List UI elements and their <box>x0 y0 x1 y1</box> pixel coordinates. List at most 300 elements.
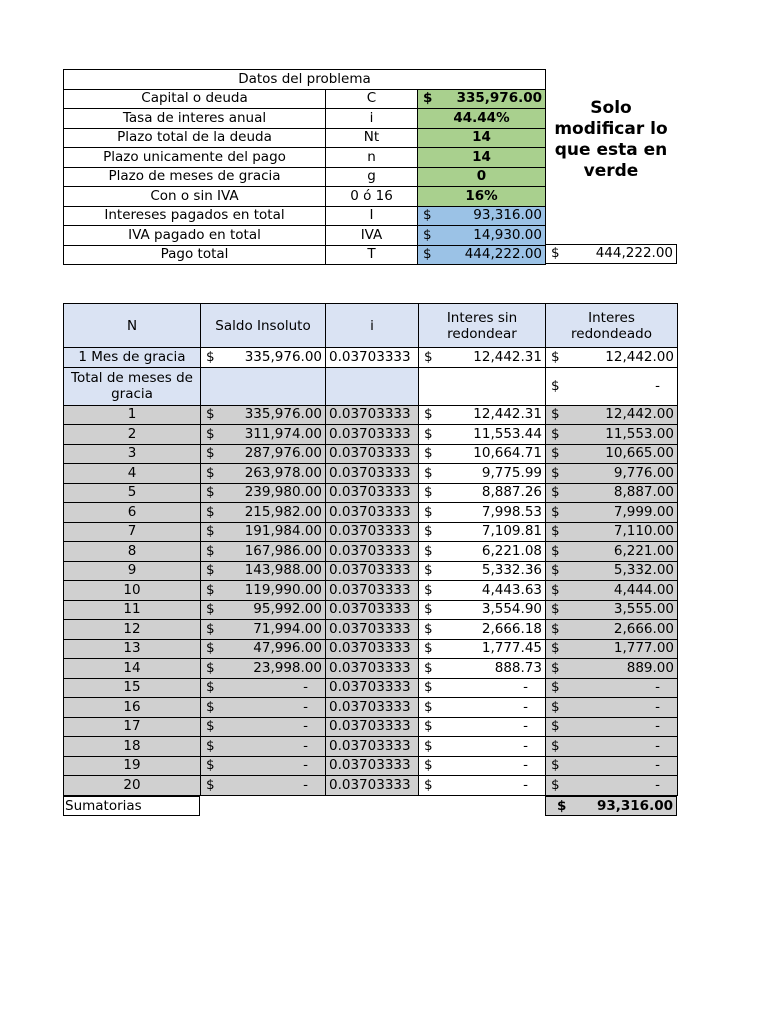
row-sin: - <box>523 679 528 696</box>
row-sin-cell[interactable] <box>419 600 546 620</box>
row-saldo-cell[interactable] <box>201 639 326 659</box>
row-saldo-cell[interactable] <box>201 522 326 542</box>
row-sin-cell[interactable] <box>419 639 546 659</box>
row-rate[interactable]: 0.03703333 <box>326 581 419 601</box>
row-sin: 5,332.36 <box>481 562 542 579</box>
row-n: 7 <box>64 522 201 542</box>
row-sin-cell[interactable] <box>419 717 546 737</box>
row-sin: 11,553.44 <box>473 425 542 442</box>
row-saldo: 143,988.00 <box>244 562 322 579</box>
currency-symbol: $ <box>551 484 560 501</box>
currency-symbol: $ <box>423 90 433 107</box>
currency-symbol: $ <box>551 737 560 754</box>
problem-symbol: Nt <box>326 128 418 148</box>
currency-symbol: $ <box>551 601 560 618</box>
problem-value-cell[interactable] <box>418 226 546 246</box>
currency-symbol: $ <box>551 640 560 657</box>
row-sin-cell[interactable] <box>419 561 546 581</box>
row-saldo: 119,990.00 <box>244 581 322 598</box>
header-n: N <box>64 304 201 348</box>
problem-title: Datos del problema <box>64 70 546 90</box>
currency-symbol: $ <box>551 620 560 637</box>
currency-symbol: $ <box>206 425 215 442</box>
problem-row <box>64 167 546 187</box>
row-sin-cell[interactable] <box>419 405 546 425</box>
row-sin: - <box>523 757 528 774</box>
row-sin: 7,109.81 <box>481 523 542 540</box>
row-red-cell[interactable] <box>546 698 678 718</box>
problem-label: IVA pagado en total <box>64 226 326 246</box>
row-rate[interactable]: 0.03703333 <box>326 639 419 659</box>
currency-symbol: $ <box>424 464 433 481</box>
row-red-cell[interactable] <box>546 678 678 698</box>
problem-value-cell[interactable] <box>418 89 546 109</box>
table-row <box>64 483 678 503</box>
table-row <box>64 678 678 698</box>
currency-symbol: $ <box>551 698 560 715</box>
currency-symbol: $ <box>551 542 560 559</box>
problem-label: Plazo de meses de gracia <box>64 167 326 187</box>
row-sin-cell[interactable] <box>419 464 546 484</box>
problem-label: Con o sin IVA <box>64 187 326 207</box>
currency-symbol: $ <box>424 581 433 598</box>
row-n: 10 <box>64 581 201 601</box>
row-n: 6 <box>64 503 201 523</box>
currency-symbol: $ <box>424 503 433 520</box>
row-n: 17 <box>64 717 201 737</box>
currency-symbol: $ <box>551 445 560 462</box>
row-red: 7,999.00 <box>613 503 674 520</box>
total-grace-sin[interactable] <box>419 367 546 405</box>
table-row <box>64 542 678 562</box>
table-row <box>64 581 678 601</box>
currency-symbol: $ <box>206 523 215 540</box>
row-saldo-cell[interactable] <box>201 464 326 484</box>
row-sin-cell[interactable] <box>419 776 546 796</box>
row-saldo: 167,986.00 <box>244 542 322 559</box>
currency-symbol: $ <box>206 640 215 657</box>
problem-symbol: T <box>326 245 418 265</box>
total-grace-red-cell[interactable] <box>546 367 678 405</box>
row-saldo: 191,984.00 <box>244 523 322 540</box>
row-rate[interactable]: 0.03703333 <box>326 620 419 640</box>
currency-symbol: $ <box>206 484 215 501</box>
problem-label: Pago total <box>64 245 326 265</box>
row-sin: 8,887.26 <box>481 484 542 501</box>
row-red-cell[interactable] <box>546 756 678 776</box>
row-saldo: 95,992.00 <box>253 601 322 618</box>
row-rate[interactable]: 0.03703333 <box>326 659 419 679</box>
currency-symbol: $ <box>424 698 433 715</box>
row-red-cell[interactable] <box>546 737 678 757</box>
currency-symbol: $ <box>424 757 433 774</box>
table-row <box>64 561 678 581</box>
row-sin-cell[interactable] <box>419 620 546 640</box>
row-rate[interactable]: 0.03703333 <box>326 464 419 484</box>
row-saldo-cell[interactable] <box>201 405 326 425</box>
sumatorias-label: Sumatorias <box>63 796 200 816</box>
row-sin: 10,664.71 <box>473 445 542 462</box>
problem-value: 93,316.00 <box>473 207 542 224</box>
row-rate[interactable]: 0.03703333 <box>326 444 419 464</box>
problem-value: 335,976.00 <box>456 90 542 107</box>
row-sin-cell[interactable] <box>419 503 546 523</box>
currency-symbol: $ <box>206 406 215 423</box>
row-saldo-cell[interactable] <box>201 600 326 620</box>
total-grace-row <box>64 367 678 405</box>
table-row <box>64 425 678 445</box>
row-sin: 12,442.31 <box>473 406 542 423</box>
currency-symbol: $ <box>551 562 560 579</box>
row-sin-cell[interactable] <box>419 483 546 503</box>
row-n: 8 <box>64 542 201 562</box>
row-red-cell[interactable] <box>546 659 678 679</box>
row-saldo-cell[interactable] <box>201 444 326 464</box>
row-saldo: 263,978.00 <box>244 464 322 481</box>
table-row <box>64 717 678 737</box>
currency-symbol: $ <box>206 503 215 520</box>
currency-symbol: $ <box>424 562 433 579</box>
row-rate[interactable]: 0.03703333 <box>326 522 419 542</box>
header-i: i <box>326 304 419 348</box>
header-saldo: Saldo Insoluto <box>201 304 326 348</box>
table-row <box>64 776 678 796</box>
currency-symbol: $ <box>424 640 433 657</box>
currency-symbol: $ <box>424 484 433 501</box>
row-n: 14 <box>64 659 201 679</box>
problem-label: Tasa de interes anual <box>64 109 326 129</box>
row-rate[interactable]: 0.03703333 <box>326 483 419 503</box>
grace-rate[interactable]: 0.03703333 <box>326 348 419 368</box>
grace-saldo-cell[interactable] <box>201 348 326 368</box>
row-sin-cell[interactable] <box>419 542 546 562</box>
table-row <box>64 659 678 679</box>
currency-symbol: $ <box>206 659 215 676</box>
currency-symbol: $ <box>206 776 215 793</box>
row-sin-cell[interactable] <box>419 659 546 679</box>
row-saldo: - <box>303 698 308 715</box>
sumatorias-value-cell[interactable] <box>545 796 677 816</box>
table-row <box>64 698 678 718</box>
currency-symbol: $ <box>424 679 433 696</box>
pago-total-copy[interactable] <box>545 244 677 264</box>
row-n: 11 <box>64 600 201 620</box>
currency-symbol: $ <box>551 776 560 793</box>
currency-symbol: $ <box>423 246 432 263</box>
problem-symbol: IVA <box>326 226 418 246</box>
currency-symbol: $ <box>551 377 560 394</box>
row-sin-cell[interactable] <box>419 522 546 542</box>
currency-symbol: $ <box>551 523 560 540</box>
row-red: 9,776.00 <box>613 464 674 481</box>
table-row <box>64 444 678 464</box>
problem-data-table <box>63 69 546 265</box>
row-red: 11,553.00 <box>605 425 674 442</box>
problem-title-row <box>64 70 546 90</box>
currency-symbol: $ <box>206 620 215 637</box>
row-red-cell[interactable] <box>546 503 678 523</box>
table-row <box>64 503 678 523</box>
problem-row <box>64 109 546 129</box>
problem-row <box>64 148 546 168</box>
row-sin-cell[interactable] <box>419 444 546 464</box>
row-red-cell[interactable] <box>546 542 678 562</box>
row-rate[interactable]: 0.03703333 <box>326 678 419 698</box>
row-rate[interactable]: 0.03703333 <box>326 561 419 581</box>
row-n: 4 <box>64 464 201 484</box>
total-grace-saldo[interactable] <box>201 367 326 405</box>
row-red-cell[interactable] <box>546 405 678 425</box>
row-n: 9 <box>64 561 201 581</box>
row-n: 16 <box>64 698 201 718</box>
row-sin: 4,443.63 <box>481 581 542 598</box>
row-sin-cell[interactable] <box>419 425 546 445</box>
currency-symbol: $ <box>424 737 433 754</box>
row-red-cell[interactable] <box>546 639 678 659</box>
row-rate[interactable]: 0.03703333 <box>326 737 419 757</box>
row-saldo: 23,998.00 <box>253 659 322 676</box>
row-red-cell[interactable] <box>546 581 678 601</box>
row-red: - <box>655 757 660 774</box>
table-row <box>64 464 678 484</box>
row-n: 1 <box>64 405 201 425</box>
problem-value-cell[interactable] <box>418 206 546 226</box>
row-sin: 7,998.53 <box>481 503 542 520</box>
problem-symbol: n <box>326 148 418 168</box>
currency-symbol: $ <box>424 445 433 462</box>
grace-row <box>64 348 678 368</box>
grace-saldo: 335,976.00 <box>244 348 322 365</box>
row-saldo-cell[interactable] <box>201 561 326 581</box>
currency-symbol: $ <box>551 245 560 261</box>
problem-row <box>64 128 546 148</box>
currency-symbol: $ <box>551 581 560 598</box>
row-red: 1,777.00 <box>613 640 674 657</box>
row-red-cell[interactable] <box>546 522 678 542</box>
currency-symbol: $ <box>551 757 560 774</box>
row-red: 4,444.00 <box>613 581 674 598</box>
row-n: 5 <box>64 483 201 503</box>
row-saldo-cell[interactable] <box>201 698 326 718</box>
problem-row <box>64 187 546 207</box>
table-row <box>64 639 678 659</box>
currency-symbol: $ <box>206 542 215 559</box>
currency-symbol: $ <box>551 503 560 520</box>
row-red: 10,665.00 <box>605 445 674 462</box>
row-saldo: 71,994.00 <box>253 620 322 637</box>
row-saldo-cell[interactable] <box>201 581 326 601</box>
row-red: 6,221.00 <box>613 542 674 559</box>
row-sin: - <box>523 776 528 793</box>
row-red-cell[interactable] <box>546 600 678 620</box>
currency-symbol: $ <box>206 348 215 365</box>
table-row <box>64 756 678 776</box>
table-row <box>64 737 678 757</box>
row-saldo: - <box>303 679 308 696</box>
header-interes-redondeado: Interes redondeado <box>546 304 678 348</box>
row-saldo-cell[interactable] <box>201 483 326 503</box>
row-saldo-cell[interactable] <box>201 425 326 445</box>
row-sin: 6,221.08 <box>481 542 542 559</box>
row-n: 18 <box>64 737 201 757</box>
problem-value: 444,222.00 <box>464 246 542 263</box>
total-grace-red: - <box>655 377 660 394</box>
row-n: 13 <box>64 639 201 659</box>
total-grace-rate[interactable] <box>326 367 419 405</box>
problem-row <box>64 89 546 109</box>
table-row <box>64 600 678 620</box>
row-red: 5,332.00 <box>613 562 674 579</box>
row-red-cell[interactable] <box>546 444 678 464</box>
currency-symbol: $ <box>206 679 215 696</box>
problem-value[interactable]: 14 <box>418 148 546 168</box>
row-rate[interactable]: 0.03703333 <box>326 425 419 445</box>
sumatorias-value: 93,316.00 <box>596 798 673 814</box>
row-sin-cell[interactable] <box>419 698 546 718</box>
header-row <box>64 304 678 348</box>
currency-symbol: $ <box>424 406 433 423</box>
row-rate[interactable]: 0.03703333 <box>326 776 419 796</box>
currency-symbol: $ <box>206 464 215 481</box>
row-red: 2,666.00 <box>613 620 674 637</box>
problem-symbol: i <box>326 109 418 129</box>
row-sin: - <box>523 698 528 715</box>
row-saldo-cell[interactable] <box>201 620 326 640</box>
row-n: 15 <box>64 678 201 698</box>
row-n: 2 <box>64 425 201 445</box>
pago-total-copy-value: 444,222.00 <box>595 245 673 261</box>
problem-label: Plazo unicamente del pago <box>64 148 326 168</box>
currency-symbol: $ <box>551 406 560 423</box>
row-sin-cell[interactable] <box>419 678 546 698</box>
row-sin-cell[interactable] <box>419 756 546 776</box>
currency-symbol: $ <box>206 562 215 579</box>
row-saldo-cell[interactable] <box>201 737 326 757</box>
problem-value[interactable]: 16% <box>418 187 546 207</box>
problem-symbol: C <box>326 89 418 109</box>
header-interes-sin-redondear: Interes sin redondear <box>419 304 546 348</box>
row-saldo-cell[interactable] <box>201 776 326 796</box>
currency-symbol: $ <box>551 679 560 696</box>
table-row <box>64 405 678 425</box>
row-sin-cell[interactable] <box>419 581 546 601</box>
problem-value-cell[interactable] <box>418 245 546 265</box>
row-rate[interactable]: 0.03703333 <box>326 405 419 425</box>
row-red-cell[interactable] <box>546 464 678 484</box>
currency-symbol: $ <box>424 776 433 793</box>
row-rate[interactable]: 0.03703333 <box>326 503 419 523</box>
row-sin: - <box>523 737 528 754</box>
problem-value[interactable]: 0 <box>418 167 546 187</box>
currency-symbol: $ <box>424 718 433 735</box>
row-red: - <box>655 698 660 715</box>
row-saldo-cell[interactable] <box>201 678 326 698</box>
row-sin: 3,554.90 <box>481 601 542 618</box>
problem-row <box>64 226 546 246</box>
row-rate[interactable]: 0.03703333 <box>326 756 419 776</box>
grace-sin-cell[interactable] <box>419 348 546 368</box>
row-rate[interactable]: 0.03703333 <box>326 600 419 620</box>
row-sin: 888.73 <box>494 659 542 676</box>
row-n: 20 <box>64 776 201 796</box>
row-saldo-cell[interactable] <box>201 717 326 737</box>
row-rate[interactable]: 0.03703333 <box>326 698 419 718</box>
currency-symbol: $ <box>424 425 433 442</box>
problem-symbol: g <box>326 167 418 187</box>
row-red-cell[interactable] <box>546 717 678 737</box>
currency-symbol: $ <box>423 207 432 224</box>
currency-symbol: $ <box>551 464 560 481</box>
row-saldo: - <box>303 737 308 754</box>
row-n: 12 <box>64 620 201 640</box>
row-sin: 2,666.18 <box>481 620 542 637</box>
row-red-cell[interactable] <box>546 561 678 581</box>
row-red-cell[interactable] <box>546 776 678 796</box>
row-red-cell[interactable] <box>546 425 678 445</box>
row-saldo: 239,980.00 <box>244 484 322 501</box>
problem-value[interactable]: 44.44% <box>418 109 546 129</box>
currency-symbol: $ <box>551 425 560 442</box>
currency-symbol: $ <box>206 698 215 715</box>
currency-symbol: $ <box>424 601 433 618</box>
currency-symbol: $ <box>424 523 433 540</box>
row-saldo: 311,974.00 <box>244 425 322 442</box>
row-red: 889.00 <box>626 659 674 676</box>
currency-symbol: $ <box>206 718 215 735</box>
row-sin-cell[interactable] <box>419 737 546 757</box>
problem-symbol: I <box>326 206 418 226</box>
grace-red-cell[interactable] <box>546 348 678 368</box>
row-red: 7,110.00 <box>613 523 674 540</box>
row-red: - <box>655 776 660 793</box>
row-red: - <box>655 737 660 754</box>
row-saldo: 47,996.00 <box>253 640 322 657</box>
currency-symbol: $ <box>424 620 433 637</box>
problem-row <box>64 245 546 265</box>
instruction-note: Solo modificar lo que esta en verde <box>554 98 668 181</box>
row-saldo-cell[interactable] <box>201 542 326 562</box>
problem-value[interactable]: 14 <box>418 128 546 148</box>
currency-symbol: $ <box>557 798 567 814</box>
row-rate[interactable]: 0.03703333 <box>326 717 419 737</box>
currency-symbol: $ <box>206 757 215 774</box>
row-red-cell[interactable] <box>546 620 678 640</box>
row-sin: 9,775.99 <box>481 464 542 481</box>
row-saldo: - <box>303 757 308 774</box>
row-saldo-cell[interactable] <box>201 503 326 523</box>
problem-row <box>64 206 546 226</box>
currency-symbol: $ <box>206 601 215 618</box>
row-sin: 1,777.45 <box>481 640 542 657</box>
table-row <box>64 522 678 542</box>
row-red: 3,555.00 <box>613 601 674 618</box>
row-saldo-cell[interactable] <box>201 659 326 679</box>
problem-label: Intereses pagados en total <box>64 206 326 226</box>
currency-symbol: $ <box>424 659 433 676</box>
row-saldo: 335,976.00 <box>244 406 322 423</box>
row-rate[interactable]: 0.03703333 <box>326 542 419 562</box>
row-saldo: - <box>303 776 308 793</box>
total-grace-label: Total de meses de gracia <box>64 367 201 405</box>
row-n: 19 <box>64 756 201 776</box>
currency-symbol: $ <box>424 348 433 365</box>
grace-sin: 12,442.31 <box>473 348 542 365</box>
grace-red: 12,442.00 <box>605 348 674 365</box>
currency-symbol: $ <box>423 226 432 243</box>
row-red: 8,887.00 <box>613 484 674 501</box>
row-red-cell[interactable] <box>546 483 678 503</box>
row-saldo-cell[interactable] <box>201 756 326 776</box>
